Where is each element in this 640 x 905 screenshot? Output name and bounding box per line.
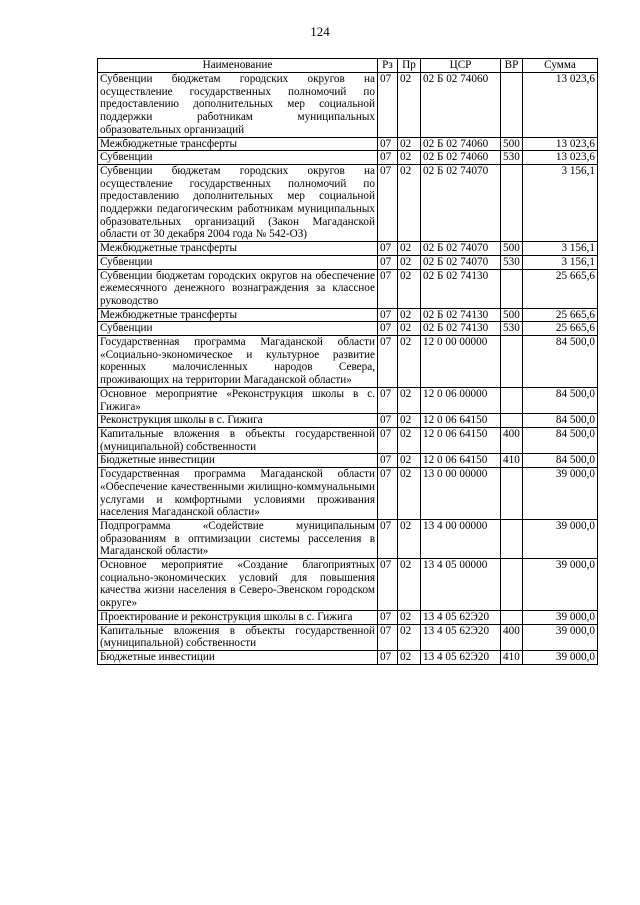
cell-sum: 13 023,6 [523,137,598,151]
cell-sum: 84 500,0 [523,427,598,453]
table-row [98,308,598,322]
cell-vr [501,559,523,611]
header-rz: Рз [378,59,398,73]
cell-rz: 07 [378,610,398,624]
cell-pr: 02 [398,255,421,269]
cell-csr: 12 0 06 64150 [421,427,501,453]
cell-sum: 25 665,6 [523,269,598,308]
table-row [98,610,598,624]
cell-sum: 39 000,0 [523,610,598,624]
cell-vr: 500 [501,308,523,322]
cell-name: Государственная программа Магаданской области «Обеспечение качественными жилищно-коммунальными услугами и комфортными условиями проживания населения Магаданской области» [98,468,378,520]
cell-sum: 39 000,0 [523,650,598,664]
cell-name: Государственная программа Магаданской области «Социально-экономическое и культурное развитие коренных малочисленных народов Севера, проживающих на территории Магаданской области» [98,336,378,388]
cell-rz: 07 [378,308,398,322]
cell-sum: 3 156,1 [523,242,598,256]
cell-sum: 39 000,0 [523,468,598,520]
cell-name: Реконструкция школы в с. Гижига [98,414,378,428]
table-row [98,269,598,308]
cell-name: Основное мероприятие «Создание благоприятных социально-экономических условий для повышения качества жизни населения в Северо-Эвенском городском округе» [98,559,378,611]
cell-sum: 13 023,6 [523,151,598,165]
cell-sum: 84 500,0 [523,454,598,468]
cell-rz: 07 [378,624,398,650]
cell-name: Бюджетные инвестиции [98,650,378,664]
page-number: 124 [310,24,330,39]
cell-csr: 12 0 06 64150 [421,454,501,468]
cell-rz: 07 [378,468,398,520]
header-name: Наименование [98,59,378,73]
table-row [98,468,598,520]
table-row [98,322,598,336]
cell-sum: 3 156,1 [523,255,598,269]
table-row [98,414,598,428]
cell-pr: 02 [398,624,421,650]
cell-pr: 02 [398,137,421,151]
cell-csr: 13 4 05 62Э20 [421,650,501,664]
table-row [98,454,598,468]
cell-csr: 13 0 00 00000 [421,468,501,520]
cell-pr: 02 [398,427,421,453]
cell-sum: 84 500,0 [523,336,598,388]
cell-csr: 02 Б 02 74060 [421,137,501,151]
table-body [98,73,598,665]
cell-csr: 02 Б 02 74130 [421,308,501,322]
cell-rz: 07 [378,164,398,241]
cell-csr: 02 Б 02 74070 [421,242,501,256]
cell-csr: 02 Б 02 74060 [421,151,501,165]
cell-sum: 25 665,6 [523,322,598,336]
cell-rz: 07 [378,242,398,256]
cell-vr [501,73,523,138]
header-sum: Сумма [523,59,598,73]
cell-vr [501,164,523,241]
table-row [98,73,598,138]
cell-rz: 07 [378,151,398,165]
cell-pr: 02 [398,151,421,165]
cell-csr: 13 4 05 00000 [421,559,501,611]
cell-vr [501,269,523,308]
cell-name: Бюджетные инвестиции [98,454,378,468]
cell-csr: 02 Б 02 74070 [421,255,501,269]
header-vr: ВР [501,59,523,73]
table-row [98,624,598,650]
cell-pr: 02 [398,73,421,138]
cell-name: Основное мероприятие «Реконструкция школы в с. Гижига» [98,387,378,413]
cell-pr: 02 [398,650,421,664]
table-row [98,151,598,165]
cell-pr: 02 [398,336,421,388]
cell-rz: 07 [378,414,398,428]
table-row [98,387,598,413]
cell-name: Межбюджетные трансферты [98,137,378,151]
cell-vr [501,387,523,413]
cell-vr: 410 [501,650,523,664]
table-row [98,650,598,664]
cell-csr: 12 0 06 64150 [421,414,501,428]
cell-vr [501,468,523,520]
cell-name: Проектирование и реконструкция школы в с. Гижига [98,610,378,624]
cell-rz: 07 [378,255,398,269]
cell-name: Субвенции бюджетам городских округов на осуществление государственных полномочий по предоставлению дополнительных мер социальной поддержки педагогическим работникам муниципальных образовательных организаций (Закон Магаданской области от 30 декабря 2004 года № 542-ОЗ) [98,164,378,241]
cell-rz: 07 [378,454,398,468]
table-row [98,164,598,241]
cell-rz: 07 [378,387,398,413]
cell-pr: 02 [398,308,421,322]
cell-vr [501,414,523,428]
cell-name: Подпрограмма «Содействие муниципальным образованиям в оптимизации системы расселения в Магаданской области» [98,519,378,558]
cell-pr: 02 [398,454,421,468]
cell-rz: 07 [378,137,398,151]
cell-csr: 02 Б 02 74060 [421,73,501,138]
cell-csr: 13 4 00 00000 [421,519,501,558]
cell-vr: 530 [501,151,523,165]
cell-rz: 07 [378,519,398,558]
cell-rz: 07 [378,269,398,308]
cell-vr: 400 [501,624,523,650]
cell-rz: 07 [378,650,398,664]
cell-csr: 02 Б 02 74130 [421,269,501,308]
cell-name: Субвенции [98,322,378,336]
cell-sum: 39 000,0 [523,559,598,611]
cell-vr: 530 [501,255,523,269]
cell-vr: 500 [501,242,523,256]
cell-pr: 02 [398,610,421,624]
cell-name: Межбюджетные трансферты [98,242,378,256]
cell-sum: 3 156,1 [523,164,598,241]
cell-rz: 07 [378,73,398,138]
cell-name: Субвенции [98,255,378,269]
cell-sum: 39 000,0 [523,519,598,558]
table-row [98,255,598,269]
cell-sum: 25 665,6 [523,308,598,322]
cell-pr: 02 [398,269,421,308]
cell-pr: 02 [398,387,421,413]
cell-csr: 13 4 05 62Э20 [421,610,501,624]
header-csr: ЦСР [421,59,501,73]
cell-sum: 84 500,0 [523,414,598,428]
header-pr: Пр [398,59,421,73]
cell-csr: 12 0 00 00000 [421,336,501,388]
table-row [98,242,598,256]
cell-sum: 84 500,0 [523,387,598,413]
cell-vr [501,519,523,558]
table-row [98,559,598,611]
cell-csr: 12 0 06 00000 [421,387,501,413]
header-row [98,59,598,73]
cell-vr: 400 [501,427,523,453]
cell-pr: 02 [398,468,421,520]
budget-table [97,58,598,665]
cell-rz: 07 [378,427,398,453]
cell-vr: 410 [501,454,523,468]
cell-pr: 02 [398,519,421,558]
cell-pr: 02 [398,164,421,241]
cell-vr: 530 [501,322,523,336]
cell-name: Капитальные вложения в объекты государственной (муниципальной) собственности [98,624,378,650]
cell-vr [501,610,523,624]
cell-pr: 02 [398,559,421,611]
cell-vr [501,336,523,388]
cell-csr: 02 Б 02 74130 [421,322,501,336]
table-row [98,519,598,558]
cell-sum: 39 000,0 [523,624,598,650]
cell-sum: 13 023,6 [523,73,598,138]
cell-pr: 02 [398,322,421,336]
cell-csr: 13 4 05 62Э20 [421,624,501,650]
table-header [98,59,598,73]
cell-name: Субвенции бюджетам городских округов на осуществление государственных полномочий по предоставлению дополнительных мер социальной поддержки работникам муниципальных образовательных организаций [98,73,378,138]
cell-csr: 02 Б 02 74070 [421,164,501,241]
cell-name: Субвенции [98,151,378,165]
cell-pr: 02 [398,414,421,428]
cell-vr: 500 [501,137,523,151]
cell-pr: 02 [398,242,421,256]
table-row [98,427,598,453]
cell-rz: 07 [378,559,398,611]
table-row [98,336,598,388]
cell-name: Капитальные вложения в объекты государственной (муниципальной) собственности [98,427,378,453]
table-row [98,137,598,151]
cell-rz: 07 [378,336,398,388]
cell-name: Межбюджетные трансферты [98,308,378,322]
cell-name: Субвенции бюджетам городских округов на обеспечение ежемесячного денежного вознаграждения за классное руководство [98,269,378,308]
cell-rz: 07 [378,322,398,336]
